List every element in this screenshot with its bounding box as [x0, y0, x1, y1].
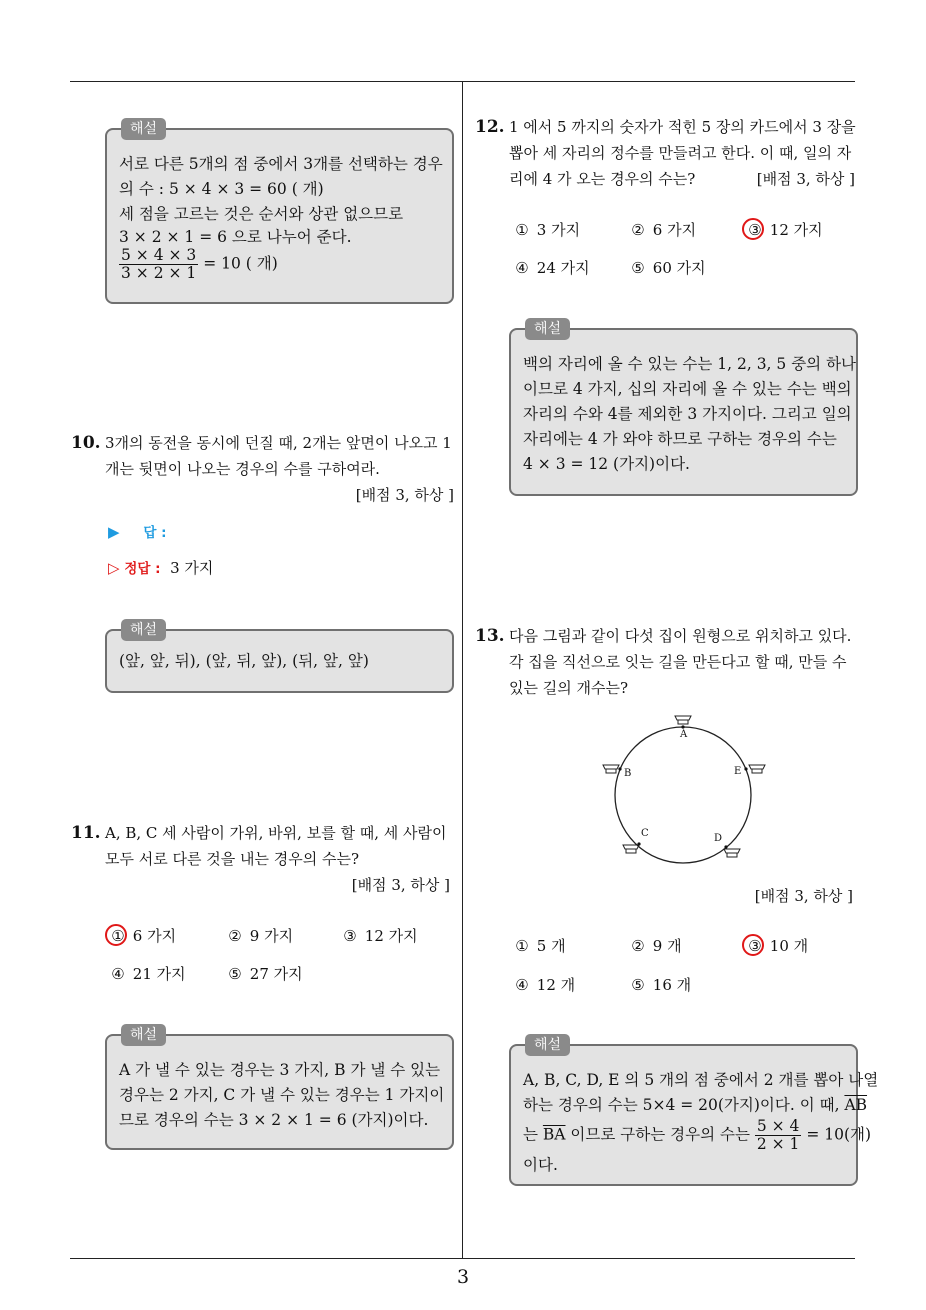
choice-mark: ③ [748, 221, 762, 239]
house-icon-d [724, 849, 740, 857]
choice-4[interactable] [512, 974, 575, 996]
selected-circle-icon [742, 934, 764, 956]
choice-text: 10 개 [769, 937, 809, 955]
choice-2[interactable] [225, 925, 293, 947]
solution-line: A, B, C, D, E 의 5 개의 점 중에서 2 개를 뽑아 나열 [523, 1071, 879, 1089]
fraction-denominator: 2 × 1 [756, 1135, 800, 1153]
choice-5[interactable] [628, 974, 691, 996]
solution-line: 므로 경우의 수는 3 × 2 × 1 = 6 (가지)이다. [119, 1111, 429, 1129]
fraction-denominator: 3 × 2 × 1 [121, 264, 197, 282]
solution-tag: 해설 [121, 118, 166, 140]
fraction [119, 247, 198, 282]
question-13 [475, 623, 860, 701]
correct-value: 3 가지 [170, 559, 214, 577]
solution-line: 세 점을 고르는 것은 순서와 상관 없으므로 [119, 205, 404, 223]
choice-mark: ④ [515, 259, 529, 277]
solution-box-q9 [105, 121, 454, 304]
point-c [637, 842, 640, 845]
fraction-result: = 10 ( 개) [203, 254, 278, 273]
choice-text: 9 가지 [249, 927, 294, 945]
fraction [755, 1118, 802, 1153]
house-icon-a [675, 716, 691, 724]
answer-row [108, 521, 167, 541]
choice-mark: ④ [111, 965, 125, 983]
choice-5[interactable] [628, 257, 706, 279]
points-label: [배점 3, 하상 ] [756, 170, 855, 188]
choice-mark: ⑤ [631, 259, 645, 277]
solution-line: 하는 경우의 수는 5×4 = 20(가지)이다. 이 때, $\overline{AB}$ [523, 1096, 868, 1114]
choice-mark: ① [515, 221, 529, 239]
house-icon-b [603, 765, 619, 773]
question-text: 있는 길의 개수는? [509, 679, 629, 697]
choice-text: 21 가지 [132, 965, 186, 983]
selected-circle-icon [105, 924, 127, 946]
point-b [618, 767, 621, 770]
label-c: C [641, 828, 649, 839]
segment-ab: $\overline{AB}$ [844, 1096, 868, 1114]
solution-line: 백의 자리에 올 수 있는 수는 1, 2, 3, 5 중의 하나 [523, 355, 857, 373]
bottom-rule [70, 1258, 855, 1259]
question-text: 모두 서로 다른 것을 내는 경우의 수는? [105, 850, 360, 868]
fraction-numerator: 5 × 4 [756, 1117, 800, 1135]
choice-3[interactable] [745, 935, 808, 957]
points-label-q13: [배점 3, 하상 ] [754, 887, 853, 905]
solution-box-q10 [105, 622, 454, 693]
question-number: 13. [475, 626, 505, 646]
question-number: 11. [71, 823, 101, 843]
choice-2[interactable] [628, 935, 682, 957]
choice-text: 12 가지 [364, 927, 418, 945]
answer-marker-icon: ▶ [108, 523, 120, 541]
circle-diagram [595, 705, 775, 865]
diagram-circle [615, 727, 751, 863]
solution-line: 4 × 3 = 12 (가지)이다. [523, 455, 690, 473]
question-text: 리에 4 가 오는 경우의 수는? [배점 3, 하상 ] [509, 166, 855, 192]
page-number: 3 [456, 1266, 470, 1288]
solution-line: 자리에는 4 가 와야 하므로 구하는 경우의 수는 [523, 430, 837, 448]
question-10 [71, 430, 454, 508]
label-d: D [714, 833, 723, 844]
correct-answer-row [108, 557, 213, 578]
choice-text: 24 가지 [536, 259, 590, 277]
choice-mark: ⑤ [631, 976, 645, 994]
choice-text: 6 가지 [132, 927, 177, 945]
solution-line: 이므로 4 가지, 십의 자리에 올 수 있는 수는 백의 [523, 380, 852, 398]
choice-1[interactable] [512, 935, 566, 957]
solution-box-q12 [509, 321, 858, 496]
choice-3[interactable] [745, 219, 823, 241]
solution-line: 자리의 수와 4를 제외한 3 가지이다. 그리고 일의 [523, 405, 852, 423]
solution-tag: 해설 [525, 318, 570, 340]
solution-fraction-line: 는 $\overline{BA}$ 이므로 구하는 경우의 수는 $\frac{5 \times 4}{2 \times 1}$ = 10(개) [523, 1117, 872, 1153]
label-e: E [734, 766, 742, 777]
choice-text: 5 개 [536, 937, 566, 955]
choice-mark: ② [631, 937, 645, 955]
choice-4[interactable] [512, 257, 590, 279]
choice-text: 12 가지 [769, 221, 823, 239]
choice-1[interactable] [108, 925, 176, 947]
question-text: 3개의 동전을 동시에 던질 때, 2개는 앞면이 나오고 1 [105, 434, 452, 452]
house-icon-c [623, 845, 639, 853]
solution-line: 이다. [523, 1156, 558, 1174]
choice-text: 6 가지 [652, 221, 697, 239]
question-text: 뽑아 세 자리의 정수를 만들려고 한다. 이 때, 일의 자 [509, 144, 852, 162]
answer-label: 답 : [143, 525, 167, 541]
choice-text: 60 가지 [652, 259, 706, 277]
choice-mark: ⑤ [228, 965, 242, 983]
question-text: 각 집을 직선으로 잇는 길을 만든다고 할 때, 만들 수 [509, 653, 847, 671]
solution-line: 경우는 2 가지, C 가 낼 수 있는 경우는 1 가지이 [119, 1086, 445, 1104]
segment-ba: $\overline{BA}$ [542, 1125, 566, 1144]
selected-circle-icon [742, 218, 764, 240]
question-text: A, B, C 세 사람이 가위, 바위, 보를 할 때, 세 사람이 [105, 824, 447, 842]
choice-text: 12 개 [536, 976, 576, 994]
choice-1[interactable] [512, 219, 580, 241]
question-text: 1 에서 5 까지의 숫자가 적힌 5 장의 카드에서 3 장을 [509, 118, 856, 136]
choice-mark: ④ [515, 976, 529, 994]
solution-tag: 해설 [525, 1034, 570, 1056]
fraction-numerator: 5 × 4 × 3 [121, 246, 197, 264]
label-b: B [624, 768, 632, 779]
solution-line: A 가 낼 수 있는 경우는 3 가지, B 가 낼 수 있는 [119, 1061, 441, 1079]
solution-line: (앞, 앞, 뒤), (앞, 뒤, 앞), (뒤, 앞, 앞) [119, 652, 369, 670]
solution-box-q13 [509, 1037, 879, 1186]
choice-mark: ① [515, 937, 529, 955]
correct-marker-icon: ▷ [108, 559, 120, 577]
question-12 [475, 114, 855, 192]
correct-label: 정답 : [124, 561, 161, 577]
choice-5[interactable] [225, 963, 303, 985]
choice-text: 27 가지 [249, 965, 303, 983]
solution-tag: 해설 [121, 619, 166, 641]
solution-fraction-line [119, 247, 440, 282]
choice-mark: ③ [748, 937, 762, 955]
solution-tag: 해설 [121, 1024, 166, 1046]
choice-mark: ② [631, 221, 645, 239]
point-d [724, 845, 727, 848]
question-number: 12. [475, 117, 505, 137]
question-text: 개는 뒷면이 나오는 경우의 수를 구하여라. [105, 460, 380, 478]
solution-line: 3 × 2 × 1 = 6 으로 나누어 준다. [119, 228, 352, 246]
solution-box-q11 [105, 1027, 454, 1150]
question-number: 10. [71, 433, 101, 453]
label-a: A [680, 729, 688, 740]
choice-mark: ① [111, 927, 125, 945]
points-label: [배점 3, 하상 ] [351, 876, 450, 894]
choice-3[interactable] [340, 925, 418, 947]
solution-line: 서로 다른 5개의 점 중에서 3개를 선택하는 경우 [119, 155, 443, 173]
column-divider [462, 82, 463, 1258]
choice-mark: ② [228, 927, 242, 945]
solution-line: 의 수 : 5 × 4 × 3 = 60 ( 개) [119, 180, 324, 198]
points-label: [배점 3, 하상 ] [355, 486, 454, 504]
choice-4[interactable] [108, 963, 186, 985]
choice-text: 16 개 [652, 976, 692, 994]
house-icon-e [749, 765, 765, 773]
choice-text: 3 가지 [536, 221, 581, 239]
point-e [744, 767, 747, 770]
question-text: 다음 그림과 같이 다섯 집이 원형으로 위치하고 있다. [509, 627, 852, 645]
choice-text: 9 개 [652, 937, 682, 955]
choice-mark: ③ [343, 927, 357, 945]
choice-2[interactable] [628, 219, 696, 241]
question-11 [71, 820, 450, 898]
